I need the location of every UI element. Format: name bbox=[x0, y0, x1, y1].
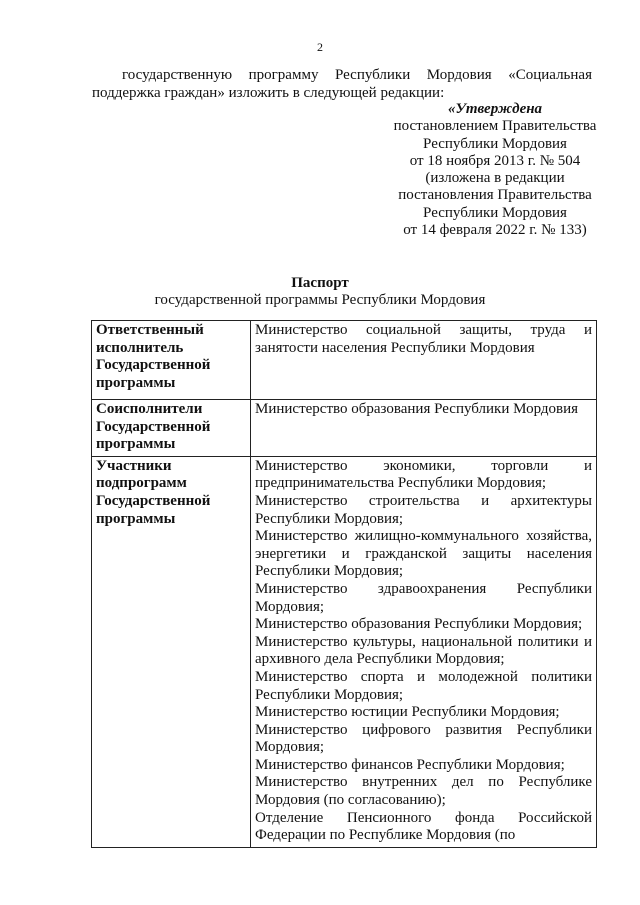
value-item: Министерство социальной защиты, труда и занятости населения Республики Мордовия bbox=[255, 322, 592, 356]
row-value bbox=[251, 456, 597, 847]
row-header: Соисполнители Государственной программы bbox=[92, 400, 251, 457]
row-header: Ответственный исполнитель Государственной программы bbox=[92, 321, 251, 400]
value-item: Министерство внутренних дел по Республике Мордовия (по согласованию); bbox=[255, 774, 592, 809]
intro-paragraph bbox=[92, 66, 592, 102]
table-row bbox=[92, 321, 597, 400]
value-item: Министерство образования Республики Мордовия bbox=[255, 401, 579, 417]
approval-line: от 18 ноября 2013 г. № 504 bbox=[409, 152, 581, 169]
intro-word: государственную bbox=[122, 67, 233, 83]
value-item: Министерство цифрового развития Республики Мордовия; bbox=[255, 721, 592, 756]
approval-title: «Утверждена bbox=[447, 101, 543, 117]
intro-word: программу bbox=[248, 67, 319, 83]
table-row bbox=[92, 456, 597, 847]
approval-line: от 14 февраля 2022 г. № 133) bbox=[403, 222, 587, 239]
value-item: Министерство здравоохранения Республики Мордовия; bbox=[255, 580, 592, 615]
value-item: Министерство культуры, национальной политики и архивного дела Республики Мордовия; bbox=[255, 633, 592, 668]
row-header: Участники подпрограмм Государственной программы bbox=[92, 456, 251, 847]
value-item: Отделение Пенсионного фонда Российской Федерации по Республике Мордовия (по bbox=[255, 809, 592, 844]
approval-line: (изложена в редакции bbox=[425, 170, 565, 187]
intro-word: Мордовия bbox=[426, 67, 492, 83]
intro-word: «Социальная bbox=[508, 67, 592, 83]
approval-line: постановлением Правительства bbox=[393, 118, 597, 135]
row-value bbox=[251, 321, 597, 400]
value-item: Министерство строительства и архитектуры Республики Мордовия; bbox=[255, 492, 592, 527]
table-row bbox=[92, 400, 597, 457]
intro-line-1 bbox=[92, 66, 592, 84]
value-item: Министерство экономики, торговли и предпринимательства Республики Мордовия; bbox=[255, 457, 592, 492]
intro-word: Республики bbox=[334, 67, 411, 83]
approval-line: Республики Мордовия bbox=[423, 204, 567, 221]
row-value bbox=[251, 400, 597, 457]
passport-table bbox=[91, 320, 597, 848]
value-item: Министерство юстиции Республики Мордовия; bbox=[255, 704, 560, 721]
value-item: Министерство финансов Республики Мордовия; bbox=[255, 756, 565, 773]
value-item: Министерство образования Республики Мордовия; bbox=[255, 616, 583, 633]
approval-line: постановления Правительства bbox=[398, 187, 592, 204]
approval-stamp-block bbox=[380, 101, 610, 239]
passport-subtitle: государственной программы Республики Мордовия bbox=[154, 292, 486, 308]
intro-line-2: поддержка граждан» изложить в следующей редакции: bbox=[92, 85, 445, 101]
passport-title: Паспорт bbox=[291, 275, 349, 291]
value-item: Министерство спорта и молодежной политики Республики Мордовия; bbox=[255, 668, 592, 703]
value-item: Министерство жилищно-коммунального хозяйства, энергетики и гражданской защиты населения Республики Мордовия; bbox=[255, 528, 592, 580]
approval-line: Республики Мордовия bbox=[423, 135, 567, 152]
page-number: 2 bbox=[317, 40, 323, 54]
